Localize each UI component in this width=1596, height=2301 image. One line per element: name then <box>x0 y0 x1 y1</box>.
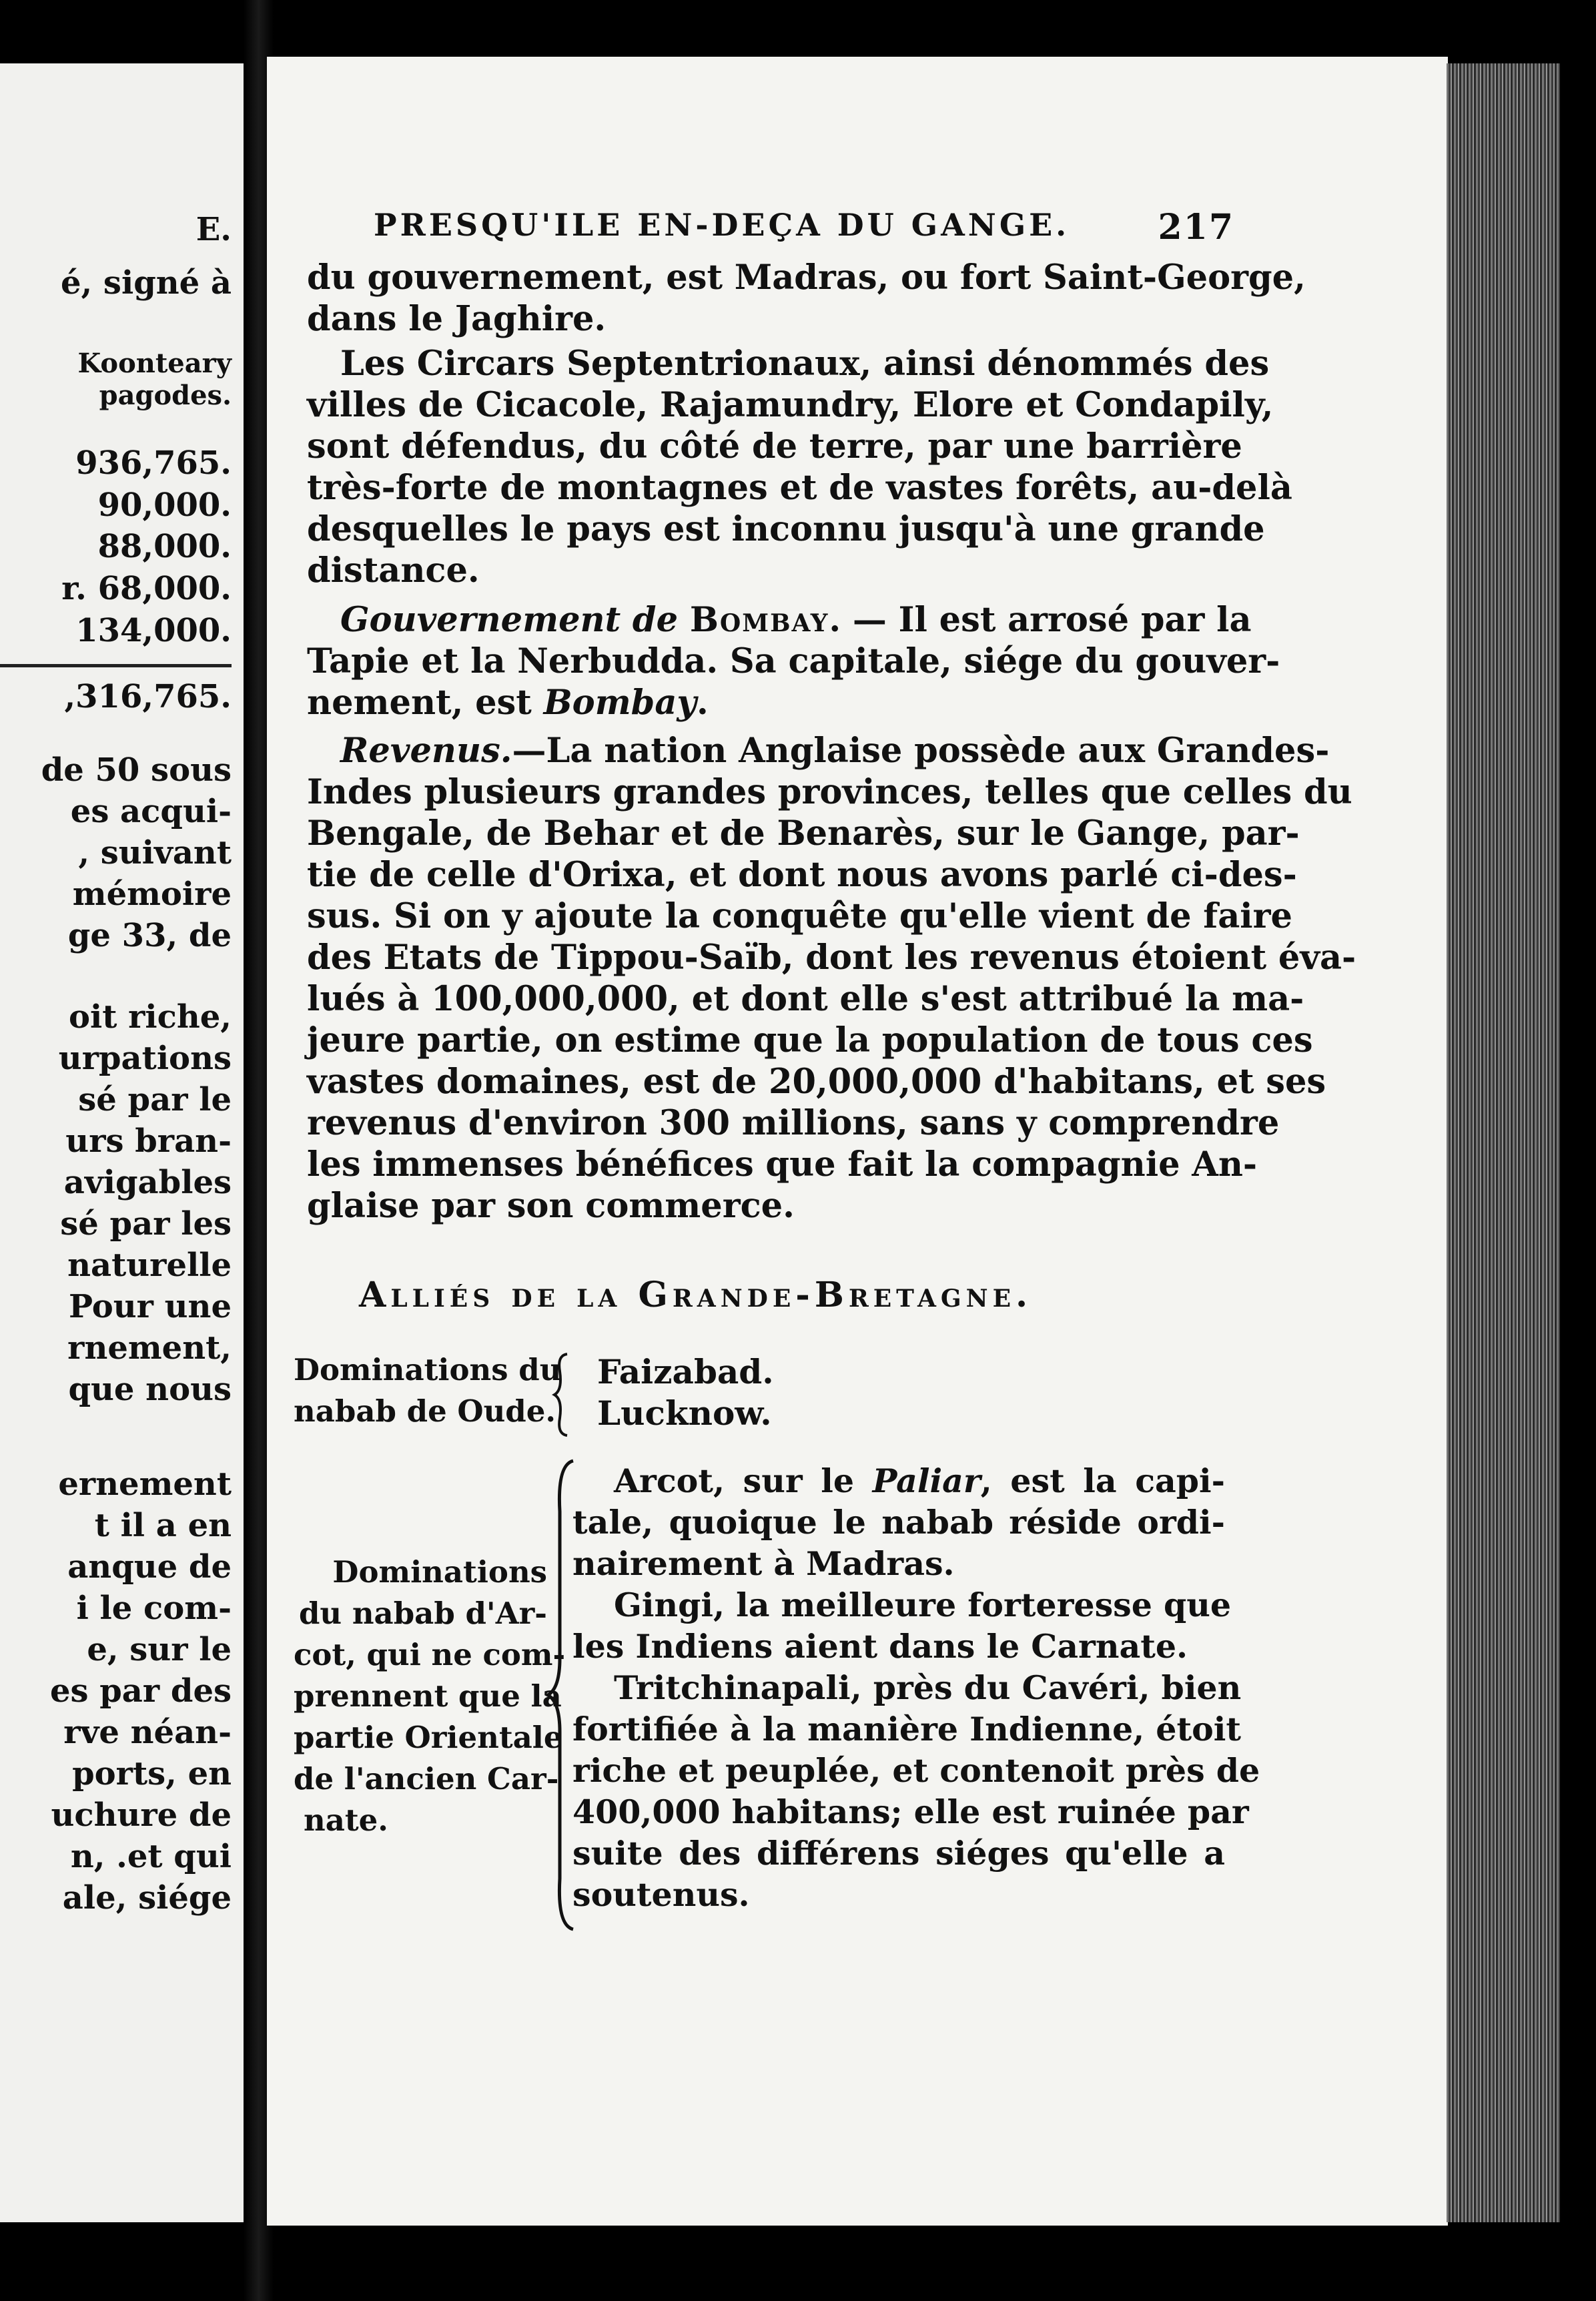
left-page-line: pagodes. <box>99 380 232 411</box>
oude-label: nabab de Oude. <box>294 1393 556 1429</box>
body-line: tie de celle d'Orixa, et dont nous avons parlé ci-des- <box>307 855 1297 895</box>
oude-place: Faizabad. <box>597 1352 774 1391</box>
left-page-line: E. <box>195 211 232 248</box>
body-italic: Revenus. <box>340 731 512 771</box>
left-page-line: ports, en <box>72 1755 232 1792</box>
left-page-line: sé par les <box>60 1205 232 1243</box>
left-page-line: urpations <box>58 1040 232 1077</box>
body-line: lués à 100,000,000, et dont elle s'est attribué la ma- <box>307 979 1304 1019</box>
body-line: jeure partie, on estime que la population de tous ces <box>307 1020 1313 1060</box>
left-page-line: i le com- <box>76 1590 232 1627</box>
body-line <box>340 730 1330 771</box>
body-line: Les Circars Septentrionaux, ainsi dénommés des <box>340 344 1270 384</box>
arcot-line: les Indiens aient dans le Carnate. <box>572 1627 1188 1666</box>
left-page-line: es acqui- <box>70 793 232 830</box>
arcot-label: du nabab d'Ar- <box>298 1596 547 1631</box>
body-line <box>307 682 1231 723</box>
body-line: sus. Si on y ajoute la conquête qu'elle vient de faire <box>307 896 1292 936</box>
left-page-line: , suivant <box>78 834 232 872</box>
body-line: des Etats de Tippou-Saïb, dont les revenus étoient éva- <box>307 938 1356 978</box>
oude-label: Dominations du <box>294 1352 562 1387</box>
left-page-line: oit riche, <box>68 998 232 1036</box>
left-page-line: uchure de <box>51 1796 232 1834</box>
body-line <box>340 599 1252 641</box>
arcot-label: cot, qui ne com- <box>294 1637 566 1672</box>
left-page-line: Pour une <box>68 1288 232 1325</box>
left-page-line: avigables <box>63 1164 232 1201</box>
body-text: . <box>697 683 709 723</box>
left-page-line: sé par le <box>78 1081 232 1118</box>
body-line: sont défendus, du côté de terre, par une barrière <box>307 426 1242 466</box>
arcot-line: tale, quoique le nabab réside ordi- <box>572 1503 1225 1542</box>
page-number: 217 <box>1158 207 1234 248</box>
body-line: Tapie et la Nerbudda. Sa capitale, siége du gouver- <box>307 641 1280 681</box>
left-page-fragment <box>0 63 244 2222</box>
left-page-line: 88,000. <box>97 528 232 565</box>
left-page-line: rnement, <box>67 1329 232 1367</box>
arcot-line: Gingi, la meilleure forteresse que <box>614 1586 1232 1624</box>
left-page-line: mémoire <box>72 876 232 913</box>
arcot-label: nate. <box>304 1802 388 1838</box>
arcot-line: Tritchinapali, près du Cavéri, bien <box>614 1668 1242 1707</box>
left-page-line: 936,765. <box>75 444 232 482</box>
body-text: . — Il est arrosé par la <box>829 600 1252 640</box>
body-line: distance. <box>307 551 480 591</box>
body-line: les immenses bénéfices que fait la compagnie An- <box>307 1144 1258 1185</box>
left-page-line: t il a en <box>94 1507 232 1544</box>
left-page-line: n, .et qui <box>70 1838 232 1875</box>
left-page-line: anque de <box>67 1548 232 1586</box>
page-edges <box>1447 63 1560 2222</box>
arcot-line: nairement à Madras. <box>572 1544 955 1583</box>
body-line: du gouvernement, est Madras, ou fort Saint-George, <box>307 258 1306 298</box>
body-line: Bengale, de Behar et de Benarès, sur le Gange, par- <box>307 813 1300 854</box>
body-line: glaise par son commerce. <box>307 1186 795 1226</box>
left-page-line: de 50 sous <box>41 751 232 789</box>
left-page-line: ernement <box>58 1465 232 1503</box>
arcot-label: partie Orientale <box>294 1720 563 1755</box>
left-page-line: que nous <box>68 1371 232 1408</box>
body-line: très-forte de montagnes et de vastes forêts, au-delà <box>307 468 1292 508</box>
body-line: Indes plusieurs grandes provinces, telles que celles du <box>307 772 1352 812</box>
left-page-line: naturelle <box>67 1247 232 1284</box>
body-text: —La nation Anglaise possède aux Grandes- <box>512 731 1330 771</box>
left-page-line: e, sur le <box>87 1631 232 1668</box>
left-page-line: rve néan- <box>63 1714 232 1751</box>
body-small-caps: Bombay <box>689 600 829 640</box>
arcot-label: Dominations <box>332 1554 547 1590</box>
arcot-line: suite des différens siéges qu'elle a <box>572 1834 1225 1873</box>
arcot-label: de l'ancien Car- <box>294 1761 559 1796</box>
brace-icon <box>550 1351 577 1438</box>
arcot-italic: Paliar <box>872 1461 981 1500</box>
left-page-line: 90,000. <box>97 486 232 524</box>
section-heading: Alliés de la Grande-Bretagne. <box>359 1275 1033 1315</box>
left-page-line: ,316,765. <box>64 678 232 715</box>
left-page-line: Koonteary <box>77 348 232 379</box>
body-line: vastes domaines, est de 20,000,000 d'habitans, et ses <box>307 1062 1326 1102</box>
left-page-line: 134,000. <box>75 612 232 649</box>
body-text: nement, est <box>307 683 532 723</box>
body-italic: Gouvernement de <box>340 600 679 640</box>
arcot-line: fortifiée à la manière Indienne, étoit <box>572 1710 1242 1748</box>
oude-place: Lucknow. <box>597 1393 772 1433</box>
body-italic: Bombay <box>543 683 697 723</box>
body-line: dans le Jaghire. <box>307 299 607 339</box>
body-line: villes de Cicacole, Rajamundry, Elore et Condapily, <box>307 385 1274 425</box>
arcot-line: 400,000 habitans; elle est ruinée par <box>572 1792 1249 1831</box>
body-line: revenus d'environ 300 millions, sans y comprendre <box>307 1103 1280 1143</box>
running-head-title: PRESQU'ILE EN-DEÇA DU GANGE. <box>374 207 1070 243</box>
arcot-text: , est la capi- <box>980 1461 1226 1500</box>
left-page-rule <box>0 664 232 667</box>
arcot-line: riche et peuplée, et contenoit près de <box>572 1751 1260 1790</box>
left-page-line: es par des <box>49 1672 232 1710</box>
arcot-label: prennent que la <box>294 1678 562 1714</box>
arcot-text: Arcot, sur le <box>614 1461 855 1500</box>
left-page-line: ge 33, de <box>67 917 232 954</box>
body-line: desquelles le pays est inconnu jusqu'à une grande <box>307 509 1265 549</box>
left-page-line: é, signé à <box>60 264 232 302</box>
left-page-line: urs bran- <box>65 1122 232 1160</box>
arcot-line: soutenus. <box>572 1875 750 1914</box>
arcot-line <box>614 1460 1225 1502</box>
running-head <box>374 207 1234 248</box>
left-page-line: r. 68,000. <box>61 570 232 607</box>
left-page-line: ale, siége <box>62 1879 232 1917</box>
